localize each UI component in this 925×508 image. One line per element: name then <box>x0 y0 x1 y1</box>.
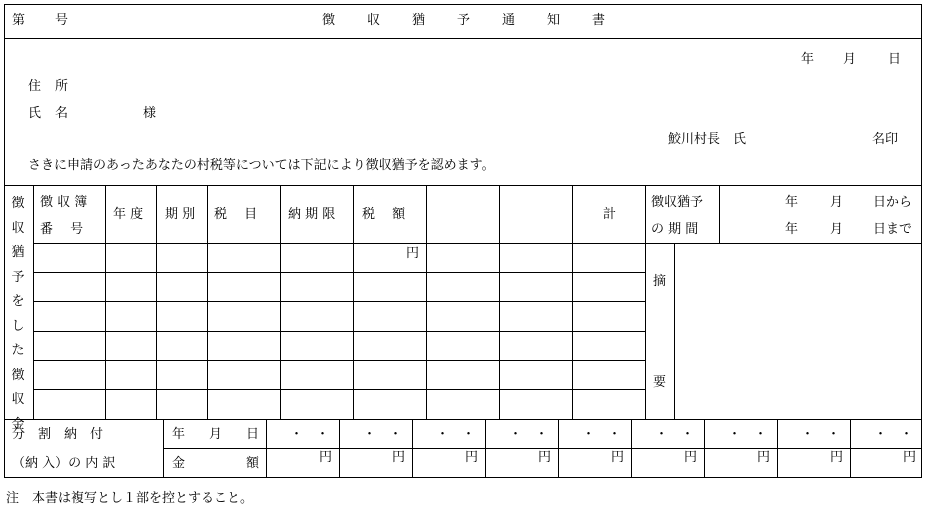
inst-yen-unit: 円 <box>830 450 844 465</box>
inst-yen-unit: 円 <box>538 450 552 465</box>
inst-col-line <box>850 419 851 478</box>
grid-row-line <box>33 272 645 273</box>
deferred-amount-side-label: 徴 収 猶 予 を し た 徴 収 金 <box>11 196 25 432</box>
col-header-year: 年 度 <box>113 207 144 222</box>
form-frame <box>4 4 922 478</box>
title-char: 書 <box>592 13 606 28</box>
inst-date-placeholder: ・ ・ <box>363 427 403 442</box>
date-year: 年 <box>801 52 815 67</box>
col-header-bookno: 徴 収 簿 <box>40 195 88 210</box>
inst-amount-label: 額 <box>246 456 260 471</box>
info-divider <box>4 185 922 186</box>
inst-col-line <box>412 419 413 478</box>
inst-date-placeholder: ・ ・ <box>655 427 695 442</box>
col-header-deadline: 納 期 限 <box>288 207 336 222</box>
title-char: 徴 <box>322 13 336 28</box>
title-char: 予 <box>457 13 471 28</box>
name-label: 氏 <box>28 106 42 121</box>
inst-date-day: 日 <box>246 427 260 442</box>
col-header-tax-item: 税 目 <box>214 207 258 222</box>
grid-row-line <box>33 389 645 390</box>
installment-mid-divider <box>163 448 922 449</box>
inst-date-year: 年 <box>172 427 186 442</box>
inst-date-placeholder: ・ ・ <box>436 427 476 442</box>
inst-amount-label: 金 <box>172 456 186 471</box>
inst-col-line <box>558 419 559 478</box>
address-label: 住 <box>28 79 42 94</box>
statement-text: さきに申請のあったあなたの村税等については下記により徴収猶予を認めます。 <box>28 158 495 173</box>
footnote: 注 本書は複写とし１部を控とすること。 <box>6 491 254 506</box>
number-suffix: 号 <box>55 13 69 28</box>
inst-date-placeholder: ・ ・ <box>290 427 330 442</box>
inst-yen-unit: 円 <box>903 450 917 465</box>
col-line <box>645 185 646 419</box>
remarks-label: 要 <box>653 375 667 390</box>
col-line <box>353 185 354 419</box>
inst-date-placeholder: ・ ・ <box>509 427 549 442</box>
defer-period-label: の 期 間 <box>651 222 699 237</box>
col-header-bookno: 番 号 <box>40 222 84 237</box>
col-line <box>207 185 208 419</box>
col-line <box>572 185 573 419</box>
remarks-label-line <box>674 243 675 419</box>
col-line <box>280 185 281 419</box>
inst-col-line <box>631 419 632 478</box>
inst-date-placeholder: ・ ・ <box>582 427 622 442</box>
number-prefix: 第 <box>12 13 26 28</box>
defer-to-day: 日まで <box>873 222 913 237</box>
date-month: 月 <box>843 52 857 67</box>
address-label: 所 <box>55 79 69 94</box>
table-header-divider-left <box>33 243 645 244</box>
defer-from-year: 年 <box>785 195 799 210</box>
inst-yen-unit: 円 <box>757 450 771 465</box>
col-line <box>33 185 34 419</box>
col-header-period: 期 別 <box>165 207 196 222</box>
inst-col-line <box>266 419 267 478</box>
inst-yen-unit: 円 <box>465 450 479 465</box>
inst-date-placeholder: ・ ・ <box>728 427 768 442</box>
grid-row-line <box>33 360 645 361</box>
inst-date-placeholder: ・ ・ <box>801 427 841 442</box>
grid-row-line <box>33 301 645 302</box>
inst-col-line <box>704 419 705 478</box>
installment-label: 分 割 納 付 <box>12 427 104 442</box>
title-char: 知 <box>547 13 561 28</box>
inst-date-placeholder: ・ ・ <box>874 427 914 442</box>
defer-from-day: 日から <box>873 195 913 210</box>
defer-label-line <box>719 185 720 243</box>
seal-mark: 名印 <box>872 132 899 147</box>
issuer-title: 鮫川村長 氏 <box>668 132 747 147</box>
title-char: 通 <box>502 13 516 28</box>
inst-col-line <box>485 419 486 478</box>
defer-to-year: 年 <box>785 222 799 237</box>
header-divider <box>4 38 922 39</box>
col-line <box>105 185 106 419</box>
yen-unit: 円 <box>406 246 420 261</box>
inst-date-month: 月 <box>209 427 223 442</box>
installment-label: （納 入）の 内 訳 <box>12 456 116 471</box>
title-char: 猶 <box>412 13 426 28</box>
inst-col-line <box>777 419 778 478</box>
defer-from-month: 月 <box>830 195 844 210</box>
defer-period-label: 徴収猶予 <box>651 195 704 210</box>
table-header-divider-right <box>645 243 922 244</box>
inst-col-line <box>339 419 340 478</box>
name-label: 名 <box>55 106 69 121</box>
col-line <box>156 185 157 419</box>
col-line <box>499 185 500 419</box>
honorific: 様 <box>143 106 157 121</box>
col-line <box>426 185 427 419</box>
col-header-total: 計 <box>603 207 617 222</box>
defer-to-month: 月 <box>830 222 844 237</box>
inst-yen-unit: 円 <box>392 450 406 465</box>
col-header-tax-amount: 税 額 <box>362 207 406 222</box>
form-title <box>322 14 612 30</box>
remarks-label: 摘 <box>653 274 667 289</box>
installment-top-divider <box>4 419 922 420</box>
title-char: 収 <box>367 13 381 28</box>
inst-yen-unit: 円 <box>611 450 625 465</box>
date-day: 日 <box>888 52 902 67</box>
inst-yen-unit: 円 <box>684 450 698 465</box>
inst-col-line <box>163 419 164 478</box>
grid-row-line <box>33 331 645 332</box>
inst-yen-unit: 円 <box>319 450 333 465</box>
